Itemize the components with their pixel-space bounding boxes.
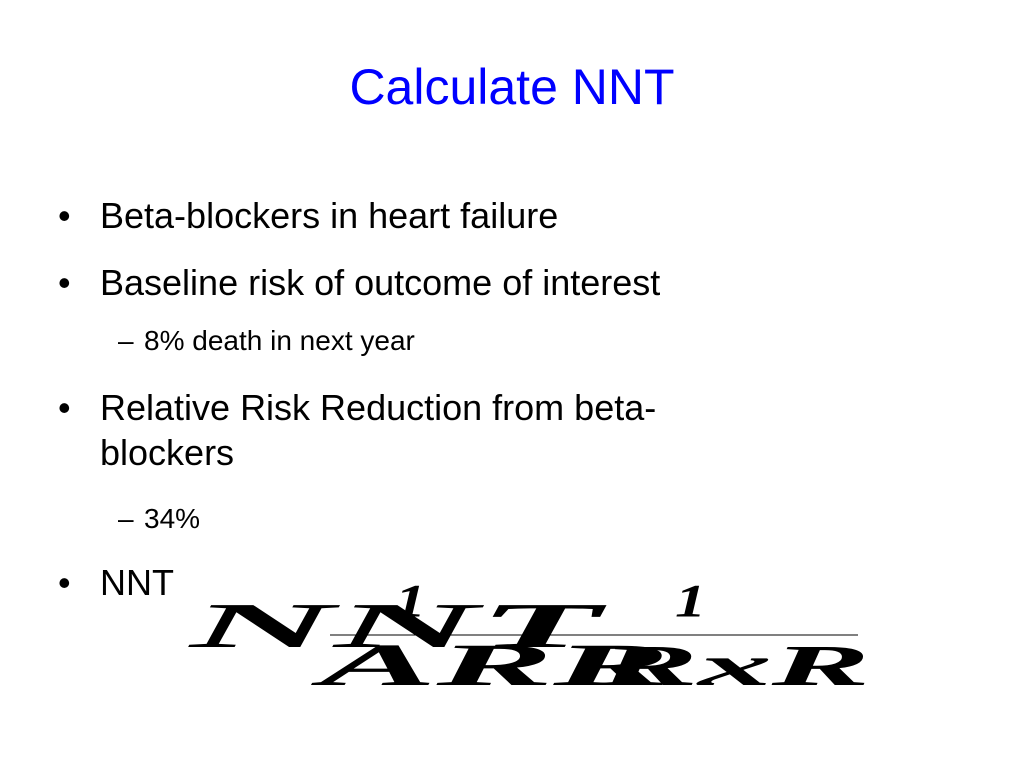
formula-numerator-left: 1 [395,575,427,627]
bullet-glyph: • [58,562,71,603]
sub-bullet-glyph: – [118,503,134,534]
bullet-glyph: • [58,387,71,428]
bullet-text-line1: Relative Risk Reduction from beta- [100,387,657,428]
nnt-formula [180,575,870,695]
formula-denominator-right: RxR [597,633,870,695]
bullet-text: NNT [100,562,174,603]
bullet-glyph: • [58,195,71,236]
bullet-text-line2: blockers [100,432,235,473]
formula-denominator-left: ARR [308,632,670,695]
formula-numerator-right: 1 [675,575,707,627]
sub-bullet-text: 8% death in next year [144,325,415,356]
bullet-text: Baseline risk of outcome of interest [100,262,661,303]
formula-lhs: NNT [186,590,610,661]
sub-bullet-text: 34% [144,503,201,534]
bullet-text: Beta-blockers in heart failure [100,195,559,236]
bullet-glyph: • [58,262,71,303]
sub-bullet-glyph: – [118,325,134,356]
slide-title: Calculate NNT [349,59,675,115]
